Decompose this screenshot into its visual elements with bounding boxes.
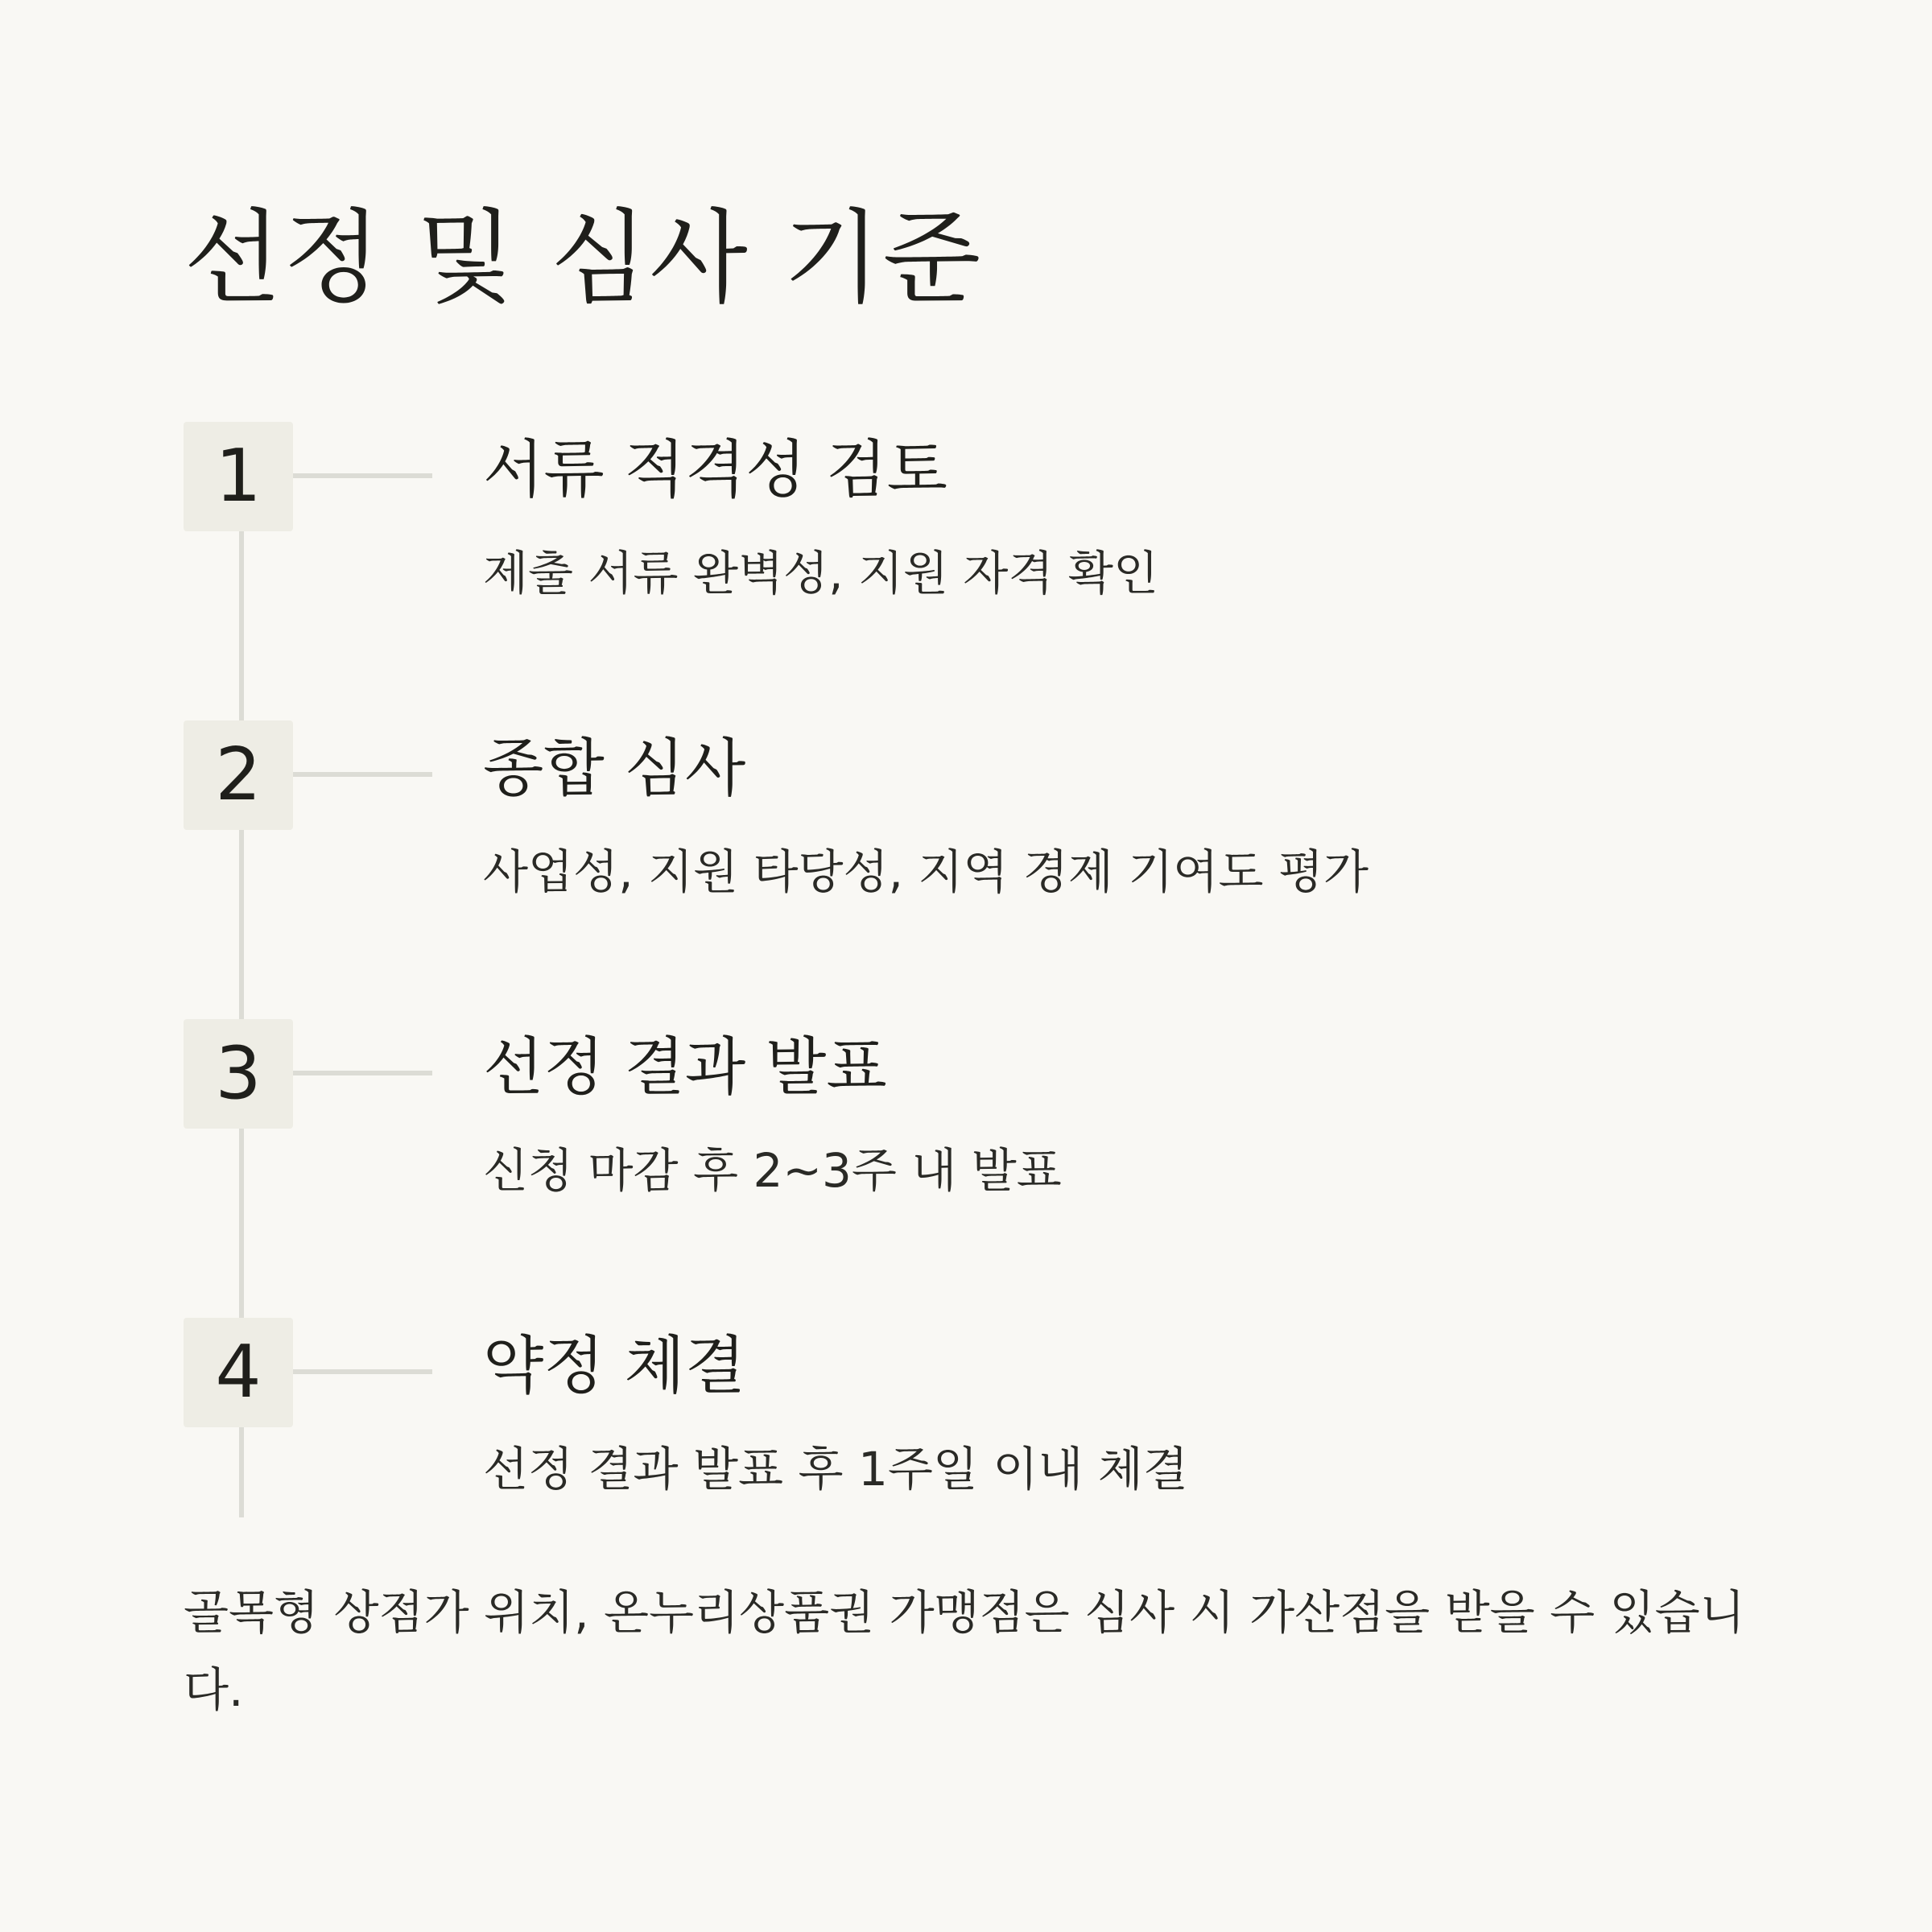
step-connector [293,1071,432,1075]
step-number-badge: 4 [184,1318,293,1427]
step-number-badge: 1 [184,422,293,531]
step-connector [293,1369,432,1374]
step-description: 선정 결과 발표 후 1주일 이내 체결 [483,1442,1188,1496]
step-title: 종합 심사 [483,733,746,805]
step-description: 제출 서류 완벽성, 지원 자격 확인 [483,546,1158,601]
step-title: 선정 결과 발표 [483,1031,887,1104]
step-item [0,1318,1932,1559]
step-description: 신청 마감 후 2~3주 내 발표 [483,1143,1062,1198]
step-connector [293,772,432,777]
step-title: 약정 체결 [483,1330,746,1402]
step-item [0,422,1932,663]
step-description: 사업성, 지원 타당성, 지역 경제 기여도 평가 [483,844,1368,899]
step-title: 서류 적격성 검토 [483,434,948,506]
step-connector [293,473,432,478]
step-number-badge: 2 [184,720,293,830]
step-item [0,1019,1932,1261]
step-item [0,720,1932,962]
page-title: 선정 및 심사 기준 [184,199,983,317]
footer-note: 골목형 상점가 위치, 온누리상품권 가맹점은 심사 시 가산점을 받을 수 있습니다. [184,1585,1745,1717]
step-number-badge: 3 [184,1019,293,1129]
